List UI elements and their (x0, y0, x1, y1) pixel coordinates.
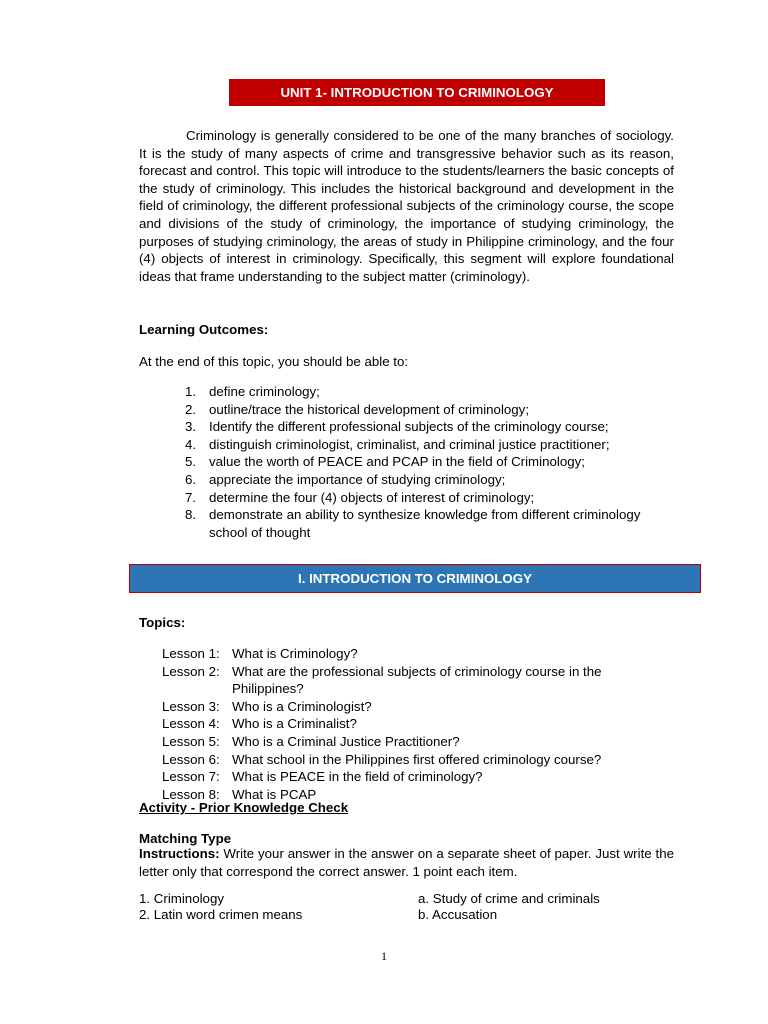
outcome-text: outline/trace the historical development of criminology; (209, 401, 530, 417)
lesson-text: Who is a Criminal Justice Practitioner? (232, 733, 460, 749)
intro-paragraph: Criminology is generally considered to be one of the many branches of sociology. It is the study of many aspects of crime and transgressive behavior such as its reason, forecast and control. This topic will introduce to the students/learners the basic concepts of the study of criminology. This includes the historical background and development in the field of criminology, the different professional subjects of the criminology course, the scope and divisions of the study of criminology, the importance of studying criminology, the purposes of studying criminology, the areas of study in Philippine criminology, and the four (4) objects of interest in criminology. Specifically, this segment will explore foundational ideas that frame understanding to the subject matter (criminology). (139, 128, 674, 284)
outcome-item (185, 383, 675, 401)
matching-question: 2. Latin word crimen means (139, 906, 303, 922)
outcome-number: 6. (185, 471, 197, 487)
outcome-text: distinguish criminologist, criminalist, and criminal justice practitioner; (209, 436, 610, 452)
outcome-number: 1. (185, 384, 197, 399)
lesson-label: Lesson 8: (162, 786, 220, 802)
lesson-text: Who is a Criminalist? (232, 716, 357, 732)
outcome-text: Identify the different professional subjects of the criminology course; (209, 419, 609, 435)
matching-answer: b. Accusation (418, 906, 498, 922)
learning-outcomes-heading: Learning Outcomes: (139, 322, 269, 337)
outcome-item (185, 436, 675, 454)
lesson-label: Lesson 4: (162, 716, 220, 732)
lesson-label: Lesson 2: (162, 663, 220, 679)
lesson-item (162, 751, 662, 769)
page-number: 1 (381, 949, 387, 963)
outcome-text: appreciate the importance of studying criminology; (209, 471, 506, 487)
matching-left-column (139, 891, 409, 922)
lesson-text: What is PCAP (232, 786, 317, 802)
learning-outcomes-list (185, 383, 675, 541)
lesson-item (162, 698, 662, 716)
lesson-text: Who is a Criminologist? (232, 698, 372, 714)
outcome-item (185, 489, 675, 507)
lesson-label: Lesson 7: (162, 769, 220, 785)
lesson-label: Lesson 1: (162, 646, 220, 661)
lesson-item (162, 645, 662, 663)
outcome-item (185, 506, 675, 541)
lessons-list (162, 645, 662, 803)
outcome-number: 7. (185, 489, 197, 505)
outcome-number: 8. (185, 507, 197, 523)
lesson-text: What is Criminology? (232, 646, 358, 661)
instructions-label: Instructions: (139, 846, 220, 861)
outcome-number: 3. (185, 419, 197, 435)
lesson-label: Lesson 6: (162, 751, 220, 767)
lesson-item (162, 663, 662, 698)
activity-heading: Activity - Prior Knowledge Check (139, 800, 349, 815)
outcome-number: 5. (185, 454, 197, 470)
lesson-item (162, 733, 662, 751)
instructions-text: Write your answer in the answer on a separate sheet of paper. Just write the letter only that correspond the correct answer. 1 point each item. (139, 846, 674, 879)
outcome-number: 2. (185, 401, 197, 417)
lesson-text: What is PEACE in the field of criminology? (232, 769, 483, 785)
matching-type-heading: Matching Type (139, 831, 232, 846)
matching-answer: a. Study of crime and criminals (418, 891, 600, 906)
unit-title-banner: UNIT 1- INTRODUCTION TO CRIMINOLOGY (229, 79, 605, 106)
instructions-paragraph (139, 845, 674, 880)
outcome-item (185, 401, 675, 419)
outcome-text: determine the four (4) objects of interest of criminology; (209, 489, 535, 505)
topics-heading: Topics: (139, 615, 186, 630)
outcome-item (185, 418, 675, 436)
lesson-text: What are the professional subjects of criminology course in the Philippines? (232, 663, 602, 697)
outcome-text: value the worth of PEACE and PCAP in the field of Criminology; (209, 454, 585, 470)
lesson-label: Lesson 3: (162, 698, 220, 714)
matching-question: 1. Criminology (139, 891, 224, 906)
outcome-text: demonstrate an ability to synthesize knowledge from different criminology school of thought (209, 507, 641, 540)
outcome-number: 4. (185, 436, 197, 452)
lesson-item (162, 768, 662, 786)
outcome-item (185, 471, 675, 489)
outcome-text: define criminology; (209, 384, 320, 399)
lesson-item (162, 715, 662, 733)
lesson-label: Lesson 5: (162, 733, 220, 749)
lesson-text: What school in the Philippines first offered criminology course? (232, 751, 602, 767)
outcome-item (185, 453, 675, 471)
learning-outcomes-lead: At the end of this topic, you should be able to: (139, 354, 409, 369)
section-title-banner: I. INTRODUCTION TO CRIMINOLOGY (129, 564, 701, 593)
matching-right-column (418, 891, 678, 922)
